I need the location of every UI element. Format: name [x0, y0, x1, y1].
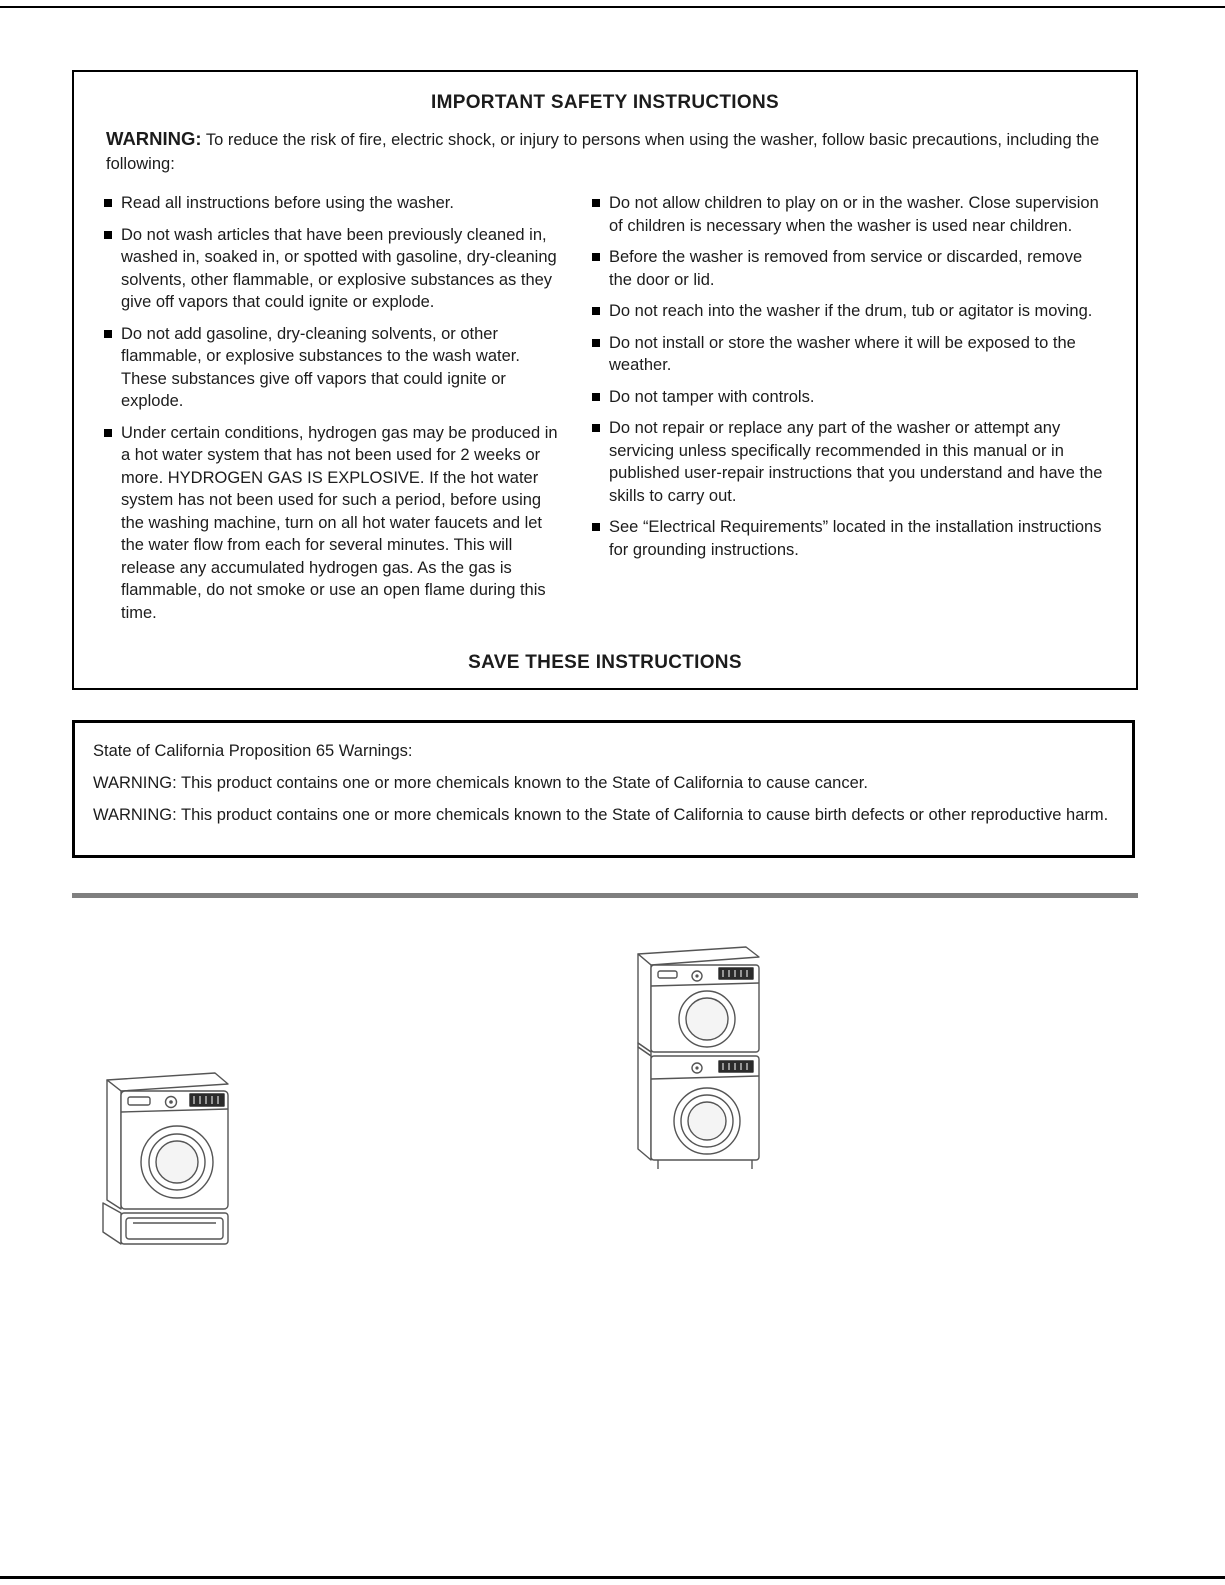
safety-bullet	[592, 516, 1108, 561]
bullet-text: Before the washer is removed from service or discarded, remove the door or lid.	[609, 248, 1083, 289]
bullet-square-icon	[104, 231, 112, 239]
bullet-text: Do not repair or replace any part of the washer or attempt any servicing unless specifically recommended in this manual or in published user-repair instructions that you understand and have the skills to carry out.	[609, 419, 1103, 505]
bullet-text: Under certain conditions, hydrogen gas may be produced in a hot water system that has not been used for 2 weeks or more. HYDROGEN GAS IS EXPLOSIVE. If the hot water system has not been used for such a period, before using the washing machine, turn on all hot water faucets and let the water flow from each for several minutes. This will release any accumulated hydrogen gas. As the gas is flammable, do not smoke or use an open flame during this time.	[121, 423, 558, 622]
prop65-warning-cancer: WARNING: This product contains one or more chemicals known to the State of California to cause cancer.	[93, 774, 868, 792]
save-these-instructions: SAVE THESE INSTRUCTIONS	[468, 652, 742, 673]
bullet-text: Do not allow children to play on or in the washer. Close supervision of children is necessary when the washer is used near children.	[609, 194, 1099, 235]
safety-bullet	[592, 417, 1108, 507]
warning-label: WARNING:	[106, 128, 202, 149]
bullet-square-icon	[592, 307, 600, 315]
bullet-square-icon	[592, 253, 600, 261]
warning-text: To reduce the risk of fire, electric shock, or injury to persons when using the washer, follow basic precautions, including the following:	[106, 131, 1100, 173]
bullet-square-icon	[592, 339, 600, 347]
bullet-square-icon	[592, 424, 600, 432]
safety-bullet	[104, 422, 558, 625]
safety-bullet	[592, 300, 1108, 323]
safety-right-column	[592, 192, 1108, 633]
warning-paragraph	[102, 127, 1108, 176]
bullet-square-icon	[104, 429, 112, 437]
prop65-warning-reproductive: WARNING: This product contains one or more chemicals known to the State of California to cause birth defects or other reproductive harm.	[93, 806, 1109, 824]
safety-title: IMPORTANT SAFETY INSTRUCTIONS	[431, 92, 779, 113]
bullet-text: Read all instructions before using the washer.	[121, 194, 454, 212]
bullet-square-icon	[592, 199, 600, 207]
prop65-heading: State of California Proposition 65 Warnings:	[93, 742, 413, 760]
bullet-square-icon	[592, 523, 600, 531]
page-edge-rule-top	[0, 6, 1225, 8]
washer-on-pedestal-illustration	[93, 1063, 235, 1249]
bullet-text: See “Electrical Requirements” located in the installation instructions for grounding instructions.	[609, 518, 1102, 559]
bullet-square-icon	[592, 393, 600, 401]
bullet-text: Do not reach into the washer if the drum, tub or agitator is moving.	[609, 302, 1093, 320]
page-edge-rule-bottom	[0, 1576, 1225, 1579]
safety-bullet	[104, 224, 558, 314]
safety-bullet	[592, 192, 1108, 237]
safety-bullet	[592, 386, 1108, 409]
safety-bullet	[592, 246, 1108, 291]
bullet-text: Do not tamper with controls.	[609, 387, 815, 406]
bullet-square-icon	[104, 330, 112, 338]
safety-instructions-box	[72, 70, 1138, 690]
safety-bullet	[104, 192, 558, 215]
bullet-text: Do not add gasoline, dry-cleaning solvents, or other flammable, or explosive substances to the wash water. These substances give off vapors that could ignite or explode.	[121, 324, 520, 410]
safety-left-column	[104, 192, 558, 633]
stacked-washer-dryer-illustration	[620, 938, 772, 1200]
section-divider-rule	[72, 893, 1138, 898]
bullet-square-icon	[104, 199, 112, 207]
safety-bullet	[592, 332, 1108, 377]
bullet-text: Do not wash articles that have been previously cleaned in, washed in, soaked in, or spotted with gasoline, dry-cleaning solvents, other flammable, or explosive substances as they give off vapors that could ignite or explode.	[121, 225, 557, 311]
bullet-text: Do not install or store the washer where it will be exposed to the weather.	[609, 333, 1076, 374]
prop65-warning-box	[72, 720, 1135, 858]
safety-columns	[102, 192, 1108, 633]
safety-bullet	[104, 323, 558, 413]
